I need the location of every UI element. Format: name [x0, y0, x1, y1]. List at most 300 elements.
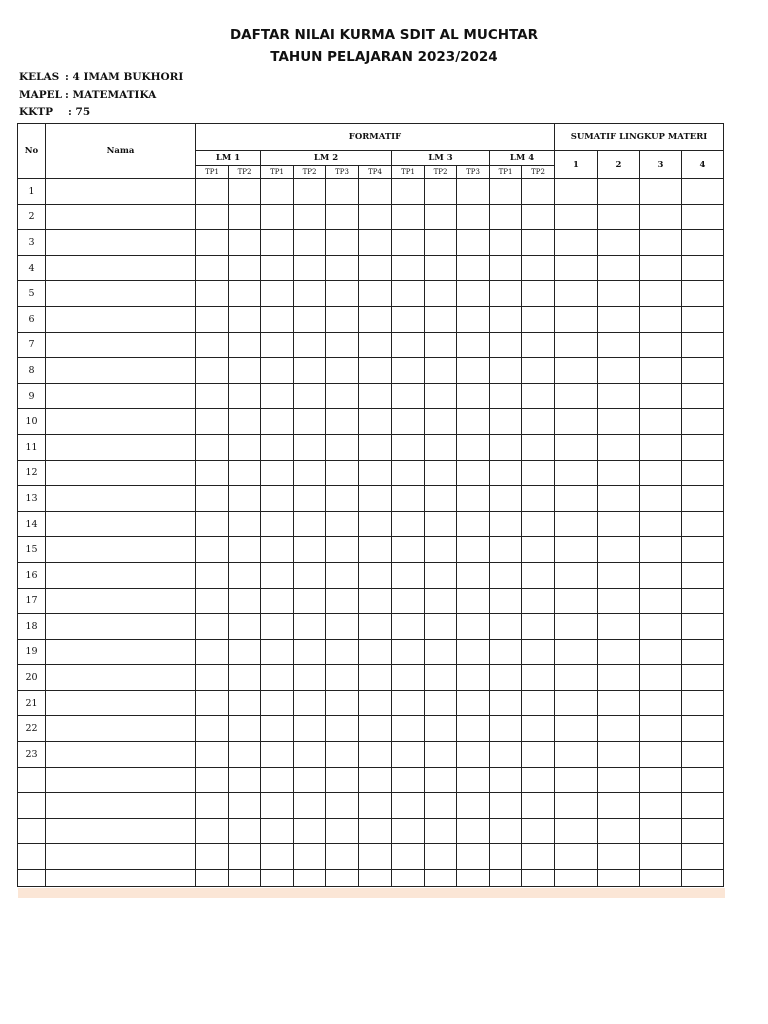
score-cell[interactable] — [598, 460, 640, 486]
score-cell[interactable] — [392, 358, 425, 384]
score-cell[interactable] — [640, 562, 682, 588]
score-cell[interactable] — [457, 511, 490, 537]
score-cell[interactable] — [555, 434, 598, 460]
score-cell[interactable] — [261, 486, 294, 512]
score-cell[interactable] — [522, 742, 555, 768]
score-cell[interactable] — [294, 511, 326, 537]
score-cell[interactable] — [555, 588, 598, 614]
score-cell[interactable] — [522, 639, 555, 665]
score-cell[interactable] — [522, 767, 555, 793]
score-cell[interactable] — [490, 614, 522, 640]
student-name-cell[interactable] — [46, 511, 196, 537]
score-cell[interactable] — [261, 230, 294, 256]
score-cell[interactable] — [682, 537, 724, 563]
score-cell[interactable] — [640, 690, 682, 716]
score-cell[interactable] — [196, 793, 229, 819]
score-cell[interactable] — [196, 716, 229, 742]
score-cell[interactable] — [490, 306, 522, 332]
score-cell[interactable] — [392, 230, 425, 256]
student-name-cell[interactable] — [46, 179, 196, 205]
score-cell[interactable] — [229, 332, 261, 358]
score-cell[interactable] — [229, 588, 261, 614]
score-cell[interactable] — [640, 870, 682, 887]
score-cell[interactable] — [261, 281, 294, 307]
score-cell[interactable] — [490, 742, 522, 768]
score-cell[interactable] — [640, 767, 682, 793]
score-cell[interactable] — [229, 460, 261, 486]
score-cell[interactable] — [261, 639, 294, 665]
score-cell[interactable] — [457, 716, 490, 742]
score-cell[interactable] — [598, 537, 640, 563]
score-cell[interactable] — [425, 306, 457, 332]
score-cell[interactable] — [392, 562, 425, 588]
score-cell[interactable] — [392, 306, 425, 332]
score-cell[interactable] — [229, 179, 261, 205]
score-cell[interactable] — [294, 716, 326, 742]
score-cell[interactable] — [490, 332, 522, 358]
score-cell[interactable] — [359, 332, 392, 358]
score-cell[interactable] — [522, 255, 555, 281]
score-cell[interactable] — [490, 844, 522, 870]
score-cell[interactable] — [229, 537, 261, 563]
score-cell[interactable] — [326, 767, 359, 793]
score-cell[interactable] — [682, 486, 724, 512]
score-cell[interactable] — [598, 844, 640, 870]
score-cell[interactable] — [640, 179, 682, 205]
score-cell[interactable] — [392, 255, 425, 281]
score-cell[interactable] — [522, 409, 555, 435]
score-cell[interactable] — [640, 306, 682, 332]
score-cell[interactable] — [294, 358, 326, 384]
score-cell[interactable] — [261, 588, 294, 614]
score-cell[interactable] — [294, 588, 326, 614]
score-cell[interactable] — [457, 306, 490, 332]
score-cell[interactable] — [359, 255, 392, 281]
score-cell[interactable] — [326, 383, 359, 409]
score-cell[interactable] — [359, 511, 392, 537]
score-cell[interactable] — [425, 204, 457, 230]
score-cell[interactable] — [598, 281, 640, 307]
score-cell[interactable] — [490, 383, 522, 409]
score-cell[interactable] — [294, 306, 326, 332]
score-cell[interactable] — [294, 614, 326, 640]
score-cell[interactable] — [682, 434, 724, 460]
score-cell[interactable] — [392, 204, 425, 230]
score-cell[interactable] — [326, 511, 359, 537]
score-cell[interactable] — [359, 614, 392, 640]
score-cell[interactable] — [555, 690, 598, 716]
score-cell[interactable] — [294, 870, 326, 887]
score-cell[interactable] — [555, 793, 598, 819]
score-cell[interactable] — [196, 179, 229, 205]
score-cell[interactable] — [490, 562, 522, 588]
score-cell[interactable] — [261, 665, 294, 691]
score-cell[interactable] — [229, 306, 261, 332]
score-cell[interactable] — [457, 639, 490, 665]
score-cell[interactable] — [640, 409, 682, 435]
score-cell[interactable] — [294, 486, 326, 512]
score-cell[interactable] — [261, 255, 294, 281]
score-cell[interactable] — [490, 358, 522, 384]
student-name-cell[interactable] — [46, 281, 196, 307]
score-cell[interactable] — [229, 767, 261, 793]
score-cell[interactable] — [640, 511, 682, 537]
score-cell[interactable] — [522, 716, 555, 742]
score-cell[interactable] — [490, 818, 522, 844]
score-cell[interactable] — [457, 537, 490, 563]
score-cell[interactable] — [490, 409, 522, 435]
score-cell[interactable] — [229, 793, 261, 819]
student-name-cell[interactable] — [46, 870, 196, 887]
score-cell[interactable] — [555, 204, 598, 230]
score-cell[interactable] — [196, 537, 229, 563]
score-cell[interactable] — [555, 179, 598, 205]
score-cell[interactable] — [490, 665, 522, 691]
score-cell[interactable] — [196, 434, 229, 460]
score-cell[interactable] — [640, 588, 682, 614]
score-cell[interactable] — [425, 639, 457, 665]
score-cell[interactable] — [261, 716, 294, 742]
score-cell[interactable] — [425, 230, 457, 256]
score-cell[interactable] — [326, 716, 359, 742]
score-cell[interactable] — [682, 306, 724, 332]
score-cell[interactable] — [682, 511, 724, 537]
score-cell[interactable] — [598, 614, 640, 640]
score-cell[interactable] — [598, 511, 640, 537]
student-name-cell[interactable] — [46, 690, 196, 716]
student-name-cell[interactable] — [46, 460, 196, 486]
score-cell[interactable] — [490, 204, 522, 230]
score-cell[interactable] — [598, 690, 640, 716]
score-cell[interactable] — [392, 409, 425, 435]
score-cell[interactable] — [640, 716, 682, 742]
score-cell[interactable] — [196, 870, 229, 887]
score-cell[interactable] — [294, 639, 326, 665]
score-cell[interactable] — [359, 767, 392, 793]
score-cell[interactable] — [392, 665, 425, 691]
score-cell[interactable] — [490, 486, 522, 512]
student-name-cell[interactable] — [46, 434, 196, 460]
score-cell[interactable] — [359, 383, 392, 409]
score-cell[interactable] — [640, 281, 682, 307]
score-cell[interactable] — [457, 204, 490, 230]
score-cell[interactable] — [392, 818, 425, 844]
score-cell[interactable] — [555, 614, 598, 640]
score-cell[interactable] — [261, 179, 294, 205]
score-cell[interactable] — [555, 230, 598, 256]
score-cell[interactable] — [196, 588, 229, 614]
score-cell[interactable] — [522, 486, 555, 512]
score-cell[interactable] — [682, 588, 724, 614]
student-name-cell[interactable] — [46, 844, 196, 870]
score-cell[interactable] — [196, 818, 229, 844]
student-name-cell[interactable] — [46, 358, 196, 384]
score-cell[interactable] — [261, 562, 294, 588]
score-cell[interactable] — [555, 716, 598, 742]
score-cell[interactable] — [425, 793, 457, 819]
score-cell[interactable] — [457, 844, 490, 870]
score-cell[interactable] — [555, 383, 598, 409]
score-cell[interactable] — [196, 767, 229, 793]
score-cell[interactable] — [261, 537, 294, 563]
score-cell[interactable] — [598, 870, 640, 887]
score-cell[interactable] — [294, 409, 326, 435]
score-cell[interactable] — [425, 281, 457, 307]
student-name-cell[interactable] — [46, 486, 196, 512]
score-cell[interactable] — [457, 614, 490, 640]
score-cell[interactable] — [490, 716, 522, 742]
student-name-cell[interactable] — [46, 562, 196, 588]
score-cell[interactable] — [359, 179, 392, 205]
score-cell[interactable] — [392, 844, 425, 870]
score-cell[interactable] — [425, 358, 457, 384]
score-cell[interactable] — [490, 179, 522, 205]
score-cell[interactable] — [640, 537, 682, 563]
score-cell[interactable] — [261, 614, 294, 640]
score-cell[interactable] — [490, 537, 522, 563]
score-cell[interactable] — [598, 383, 640, 409]
score-cell[interactable] — [457, 179, 490, 205]
score-cell[interactable] — [522, 511, 555, 537]
score-cell[interactable] — [359, 460, 392, 486]
score-cell[interactable] — [359, 204, 392, 230]
student-name-cell[interactable] — [46, 818, 196, 844]
score-cell[interactable] — [229, 742, 261, 768]
score-cell[interactable] — [522, 460, 555, 486]
score-cell[interactable] — [196, 332, 229, 358]
score-cell[interactable] — [392, 742, 425, 768]
score-cell[interactable] — [294, 690, 326, 716]
score-cell[interactable] — [555, 306, 598, 332]
score-cell[interactable] — [457, 690, 490, 716]
score-cell[interactable] — [359, 409, 392, 435]
score-cell[interactable] — [229, 716, 261, 742]
score-cell[interactable] — [392, 332, 425, 358]
score-cell[interactable] — [261, 690, 294, 716]
score-cell[interactable] — [261, 332, 294, 358]
score-cell[interactable] — [229, 383, 261, 409]
score-cell[interactable] — [425, 537, 457, 563]
score-cell[interactable] — [326, 230, 359, 256]
score-cell[interactable] — [522, 306, 555, 332]
score-cell[interactable] — [490, 690, 522, 716]
score-cell[interactable] — [682, 332, 724, 358]
score-cell[interactable] — [640, 332, 682, 358]
score-cell[interactable] — [294, 230, 326, 256]
score-cell[interactable] — [261, 434, 294, 460]
score-cell[interactable] — [490, 230, 522, 256]
score-cell[interactable] — [196, 639, 229, 665]
score-cell[interactable] — [326, 665, 359, 691]
score-cell[interactable] — [229, 844, 261, 870]
score-cell[interactable] — [326, 434, 359, 460]
score-cell[interactable] — [196, 204, 229, 230]
score-cell[interactable] — [392, 383, 425, 409]
score-cell[interactable] — [326, 255, 359, 281]
score-cell[interactable] — [682, 716, 724, 742]
score-cell[interactable] — [392, 179, 425, 205]
score-cell[interactable] — [359, 562, 392, 588]
score-cell[interactable] — [196, 511, 229, 537]
score-cell[interactable] — [598, 639, 640, 665]
score-cell[interactable] — [392, 511, 425, 537]
score-cell[interactable] — [598, 562, 640, 588]
score-cell[interactable] — [522, 179, 555, 205]
student-name-cell[interactable] — [46, 614, 196, 640]
score-cell[interactable] — [196, 383, 229, 409]
score-cell[interactable] — [457, 562, 490, 588]
score-cell[interactable] — [598, 742, 640, 768]
score-cell[interactable] — [326, 614, 359, 640]
score-cell[interactable] — [555, 767, 598, 793]
score-cell[interactable] — [196, 742, 229, 768]
score-cell[interactable] — [682, 204, 724, 230]
score-cell[interactable] — [457, 793, 490, 819]
score-cell[interactable] — [640, 665, 682, 691]
score-cell[interactable] — [640, 383, 682, 409]
score-cell[interactable] — [457, 281, 490, 307]
score-cell[interactable] — [359, 665, 392, 691]
score-cell[interactable] — [522, 870, 555, 887]
score-cell[interactable] — [229, 870, 261, 887]
score-cell[interactable] — [294, 255, 326, 281]
score-cell[interactable] — [229, 690, 261, 716]
score-cell[interactable] — [425, 383, 457, 409]
score-cell[interactable] — [598, 409, 640, 435]
score-cell[interactable] — [261, 204, 294, 230]
score-cell[interactable] — [261, 742, 294, 768]
score-cell[interactable] — [490, 588, 522, 614]
score-cell[interactable] — [294, 537, 326, 563]
score-cell[interactable] — [326, 281, 359, 307]
score-cell[interactable] — [682, 818, 724, 844]
score-cell[interactable] — [326, 742, 359, 768]
score-cell[interactable] — [682, 562, 724, 588]
score-cell[interactable] — [682, 690, 724, 716]
score-cell[interactable] — [682, 179, 724, 205]
score-cell[interactable] — [457, 460, 490, 486]
score-cell[interactable] — [326, 537, 359, 563]
score-cell[interactable] — [598, 767, 640, 793]
score-cell[interactable] — [682, 409, 724, 435]
score-cell[interactable] — [229, 358, 261, 384]
score-cell[interactable] — [682, 255, 724, 281]
score-cell[interactable] — [326, 870, 359, 887]
score-cell[interactable] — [326, 818, 359, 844]
score-cell[interactable] — [261, 383, 294, 409]
score-cell[interactable] — [261, 306, 294, 332]
score-cell[interactable] — [598, 716, 640, 742]
score-cell[interactable] — [640, 818, 682, 844]
score-cell[interactable] — [598, 230, 640, 256]
score-cell[interactable] — [490, 870, 522, 887]
score-cell[interactable] — [294, 179, 326, 205]
score-cell[interactable] — [457, 486, 490, 512]
score-cell[interactable] — [425, 614, 457, 640]
score-cell[interactable] — [457, 434, 490, 460]
score-cell[interactable] — [522, 230, 555, 256]
score-cell[interactable] — [598, 306, 640, 332]
score-cell[interactable] — [392, 870, 425, 887]
score-cell[interactable] — [392, 614, 425, 640]
score-cell[interactable] — [294, 460, 326, 486]
score-cell[interactable] — [425, 460, 457, 486]
score-cell[interactable] — [522, 818, 555, 844]
score-cell[interactable] — [359, 844, 392, 870]
score-cell[interactable] — [392, 690, 425, 716]
score-cell[interactable] — [598, 434, 640, 460]
score-cell[interactable] — [425, 742, 457, 768]
score-cell[interactable] — [425, 332, 457, 358]
score-cell[interactable] — [326, 588, 359, 614]
score-cell[interactable] — [326, 690, 359, 716]
score-cell[interactable] — [640, 844, 682, 870]
score-cell[interactable] — [294, 281, 326, 307]
score-cell[interactable] — [359, 690, 392, 716]
score-cell[interactable] — [598, 486, 640, 512]
score-cell[interactable] — [359, 716, 392, 742]
score-cell[interactable] — [229, 665, 261, 691]
score-cell[interactable] — [359, 306, 392, 332]
score-cell[interactable] — [229, 562, 261, 588]
score-cell[interactable] — [326, 460, 359, 486]
score-cell[interactable] — [522, 665, 555, 691]
score-cell[interactable] — [555, 281, 598, 307]
score-cell[interactable] — [425, 844, 457, 870]
score-cell[interactable] — [229, 204, 261, 230]
score-cell[interactable] — [392, 460, 425, 486]
score-cell[interactable] — [294, 665, 326, 691]
score-cell[interactable] — [196, 358, 229, 384]
score-cell[interactable] — [196, 665, 229, 691]
score-cell[interactable] — [326, 562, 359, 588]
score-cell[interactable] — [522, 537, 555, 563]
score-cell[interactable] — [457, 255, 490, 281]
score-cell[interactable] — [490, 255, 522, 281]
score-cell[interactable] — [359, 639, 392, 665]
score-cell[interactable] — [196, 230, 229, 256]
score-cell[interactable] — [294, 383, 326, 409]
score-cell[interactable] — [555, 562, 598, 588]
score-cell[interactable] — [326, 332, 359, 358]
score-cell[interactable] — [392, 767, 425, 793]
score-cell[interactable] — [229, 486, 261, 512]
score-cell[interactable] — [682, 639, 724, 665]
score-cell[interactable] — [261, 793, 294, 819]
score-cell[interactable] — [640, 358, 682, 384]
score-cell[interactable] — [555, 844, 598, 870]
score-cell[interactable] — [326, 844, 359, 870]
student-name-cell[interactable] — [46, 332, 196, 358]
score-cell[interactable] — [522, 562, 555, 588]
score-cell[interactable] — [196, 409, 229, 435]
score-cell[interactable] — [640, 434, 682, 460]
student-name-cell[interactable] — [46, 409, 196, 435]
score-cell[interactable] — [457, 742, 490, 768]
score-cell[interactable] — [196, 562, 229, 588]
score-cell[interactable] — [522, 204, 555, 230]
score-cell[interactable] — [682, 358, 724, 384]
student-name-cell[interactable] — [46, 255, 196, 281]
score-cell[interactable] — [392, 588, 425, 614]
score-cell[interactable] — [425, 511, 457, 537]
score-cell[interactable] — [555, 537, 598, 563]
score-cell[interactable] — [196, 690, 229, 716]
score-cell[interactable] — [555, 665, 598, 691]
score-cell[interactable] — [425, 179, 457, 205]
score-cell[interactable] — [229, 230, 261, 256]
score-cell[interactable] — [555, 409, 598, 435]
